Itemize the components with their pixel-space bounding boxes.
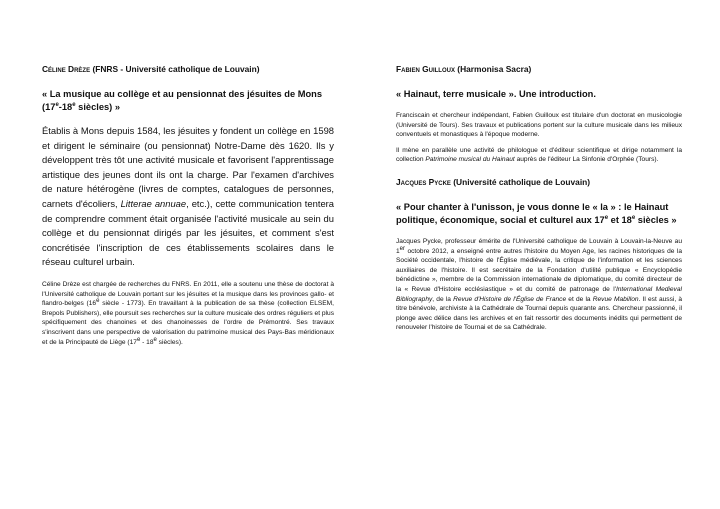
bio-text: - 18 bbox=[140, 338, 154, 346]
title-text: siècles) » bbox=[75, 102, 121, 112]
right-column bbox=[396, 64, 682, 339]
author-affiliation: (Université catholique de Louvain) bbox=[453, 176, 591, 187]
bio-text: octobre 2012, a enseigné entre autres l'histoire du Moyen Age, les racines historiques de la Société occidentale, l'histoire de l'Église médiévale, la critique de l'information et les sciences auxiliaires de l'histoire. Il est secrétaire de la Fondation d'utilité publique « Encyclopédie bénédictine », membre de la Commission internationale de diplomatique, du comité directeur de la « Revue d'Histoire ecclésiastique » et du comité de patronage de l' bbox=[396, 247, 682, 293]
author-heading-dreze bbox=[42, 64, 334, 74]
author-name: Céline Drèze bbox=[42, 64, 91, 74]
title-text: -18 bbox=[58, 102, 73, 112]
title-text: et 18 bbox=[608, 214, 632, 225]
superscript: e bbox=[604, 214, 609, 221]
bio-text: , de la bbox=[432, 295, 454, 303]
bio-text: . Il est aussi, à titre bénévole, archiviste à la Cathédrale de Tournai depuis quarante ans. Chercheur passionné, il plonge avec délice dans les archives et en fait ressortir des documents inédits qui permettent de renouveler l'histoire de Tournai et de sa Cathédrale. bbox=[396, 295, 682, 332]
abstract-text: , etc.), cette communication tentera de comprendre comment était organisée l'activité musicale au sein du collège et du pensionnat dirigés par les jésuites, et comment s'est concrétisée l'inscription de ces établissements scolaires dans le réseau culturel urbain. bbox=[42, 197, 334, 268]
author-affiliation: (FNRS - Université catholique de Louvain) bbox=[92, 64, 260, 74]
bio-dreze bbox=[42, 280, 334, 347]
bio-text: Jacques Pycke, professeur émérite de l'Université catholique de Louvain à Louvain-la-Neuve au 1 bbox=[396, 237, 682, 255]
superscript: e bbox=[96, 297, 100, 304]
author-heading-pycke bbox=[396, 177, 682, 187]
bio-text: Céline Drèze est chargée de recherches du FNRS. En 2011, elle a soutenu une thèse de doctorat à l'Université catholique de Louvain portant sur les jésuites et la musique dans les provinces gallo- et flandro-belges (16 bbox=[42, 280, 334, 308]
superscript: e bbox=[153, 336, 157, 343]
bio-guilloux-2 bbox=[396, 146, 682, 165]
abstract-text: Établis à Mons depuis 1584, les jésuites y fondent un collège en 1598 et dirigent le séminaire (ou pensionnat) Notre-Dame dès 1620. Ils y développent très tôt une activité musicale et favorisent l'apprentissage artistique des jeunes dont ils ont la charge. Par l'examen d'archives de nature hétérogène (livres de comptes, catalogues de personnes, carnets d'écoliers, bbox=[42, 125, 334, 209]
italic-term: Revue d'Histoire de l'Église de France bbox=[453, 295, 567, 303]
bio-text: siècles). bbox=[156, 338, 183, 346]
italic-term: International Medieval Bibliography bbox=[396, 285, 682, 303]
superscript: e bbox=[136, 336, 141, 343]
italic-term: Patrimoine musical du Hainaut bbox=[425, 156, 515, 164]
bio-text: siècle - 1773). En travaillant à la publication de sa thèse (collection ELSEM, Brepols Publishers), elle poursuit ses recherches sur la culture musicale des ordres réguliers et plus spécifiquement des chanoines et des chanoinesses de l'ordre de Prémontré. Ses travaux s'inscrivent dans une perspective de valorisation du patrimoine musical des Pays-Bas méridionaux et de la Principauté de Liège (17 bbox=[42, 300, 334, 346]
bio-text: auprès de l'éditeur La Sinfonie d'Orphée (Tours). bbox=[514, 156, 659, 164]
bio-guilloux-1: Franciscain et chercheur indépendant, Fabien Guilloux est titulaire d'un doctorat en musicologie (Université de Tours). Ses travaux et publications portent sur la culture musicale dans les milieux conventuels et monastiques à l'époque moderne. bbox=[396, 112, 682, 139]
author-affiliation: (Harmonisa Sacra) bbox=[457, 64, 532, 74]
superscript: e bbox=[631, 214, 636, 221]
author-name: Jacques Pycke bbox=[396, 176, 451, 187]
superscript: e bbox=[72, 101, 76, 108]
left-column bbox=[42, 64, 334, 353]
title-text: « La musique au collège et au pensionnat des jésuites de Mons (17 bbox=[42, 89, 323, 112]
title-text: siècles » bbox=[635, 214, 677, 225]
title-text: « Pour chanter à l'unisson, je vous donne le « la » : le Hainaut politique, économique, social et culturel aux 17 bbox=[396, 201, 669, 225]
italic-term: Revue Mabillon bbox=[592, 295, 639, 303]
bio-text: et de la bbox=[566, 295, 593, 303]
superscript: e bbox=[55, 101, 59, 108]
italic-term: Litterae annuae bbox=[120, 197, 187, 209]
abstract-dreze bbox=[42, 124, 334, 270]
superscript: er bbox=[399, 245, 406, 252]
bio-text: Il mène en parallèle une activité de philologue et d'éditeur scientifique et dirige notamment la collection bbox=[396, 146, 682, 164]
author-name: Fabien Guilloux bbox=[396, 64, 455, 74]
talk-title-guilloux: « Hainaut, terre musicale ». Une introduction. bbox=[396, 89, 596, 99]
talk-title-dreze bbox=[42, 88, 334, 114]
bio-pycke bbox=[396, 237, 682, 333]
talk-title-pycke bbox=[396, 201, 682, 227]
author-heading-guilloux bbox=[396, 64, 682, 74]
